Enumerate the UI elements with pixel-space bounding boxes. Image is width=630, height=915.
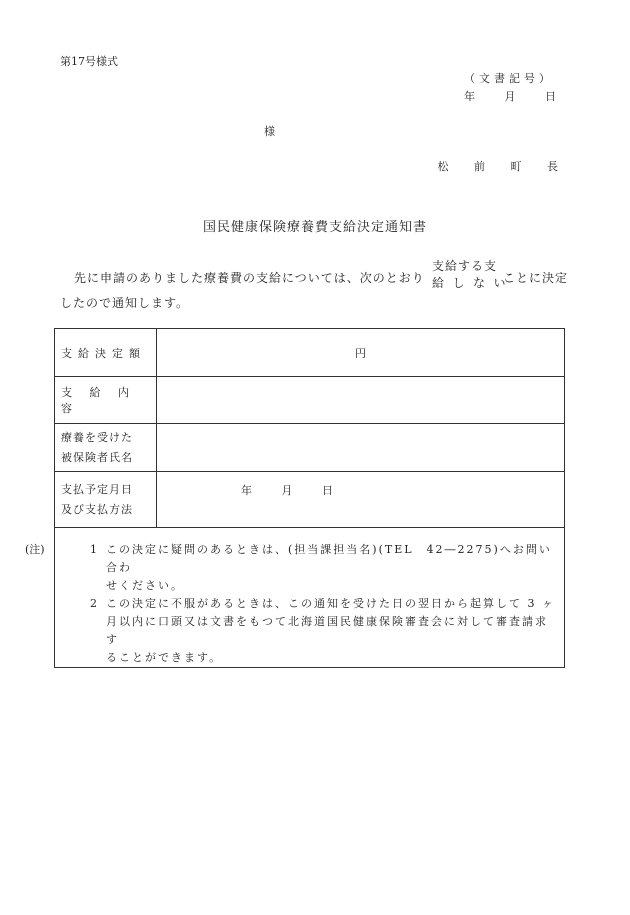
recipient-label-line1: 療養を受けた	[61, 430, 133, 444]
body-text-line1: 先に申請のありました療養費の支給については、次のとおり	[74, 271, 425, 285]
note-2-number: 2	[90, 597, 97, 610]
payment-label-line1: 支払予定月日	[61, 482, 133, 496]
body-text-line2: したので通知します。	[60, 296, 190, 310]
table-row	[55, 472, 565, 528]
note-1	[25, 541, 558, 595]
note-1-number: 1	[90, 543, 97, 556]
document-title: 国民健康保険療養費支給決定通知書	[202, 220, 427, 235]
note-1-line2: せください。	[106, 579, 184, 592]
payment-date: 年 月 日	[157, 472, 565, 528]
note-1-line1: この決定に疑問のあるときは、(担当課担当名)(TEL 42―2275)へお問い合わ	[106, 543, 552, 574]
form-number: 第17号様式	[60, 55, 118, 68]
table-row	[55, 329, 565, 377]
payment-label-line2: 及び支払方法	[61, 502, 133, 516]
recipient-value	[157, 424, 565, 472]
document-code: （文書記号）	[464, 72, 554, 85]
notes-cell	[25, 528, 565, 668]
option-pay: 支給する支	[432, 259, 498, 273]
note-2	[62, 595, 558, 667]
issue-date: 年 月 日	[464, 90, 556, 103]
body-text-line1-end: ことに決定	[503, 271, 569, 285]
recipient-label-line2: 被保険者氏名	[61, 450, 133, 464]
payment-label	[55, 472, 157, 528]
table-row	[55, 424, 565, 472]
content-value	[157, 377, 565, 424]
note-2-line1: この決定に不服があるときは、この通知を受けた日の翌日から起算して 3 ヶ	[106, 597, 555, 610]
table-row	[55, 377, 565, 424]
note-2-line3: ることができます。	[106, 651, 223, 664]
decision-table	[25, 328, 565, 668]
amount-value: 円	[157, 329, 565, 377]
sender-name: 松 前 町 長	[437, 160, 558, 173]
content-label: 支 給 内 容	[55, 377, 157, 424]
notes-prefix: (注)	[25, 543, 45, 556]
notes	[25, 528, 564, 667]
option-nopay: 給しない	[432, 276, 515, 290]
recipient-label	[55, 424, 157, 472]
table-row	[55, 528, 565, 668]
note-2-line2: 月以内に口頭又は文書をもつて北海道国民健康保険審査会に対して審査請求す	[106, 615, 548, 646]
decision-choice	[432, 258, 514, 292]
amount-label: 支給決定額	[55, 329, 157, 377]
addressee-honorific: 様	[264, 125, 275, 138]
